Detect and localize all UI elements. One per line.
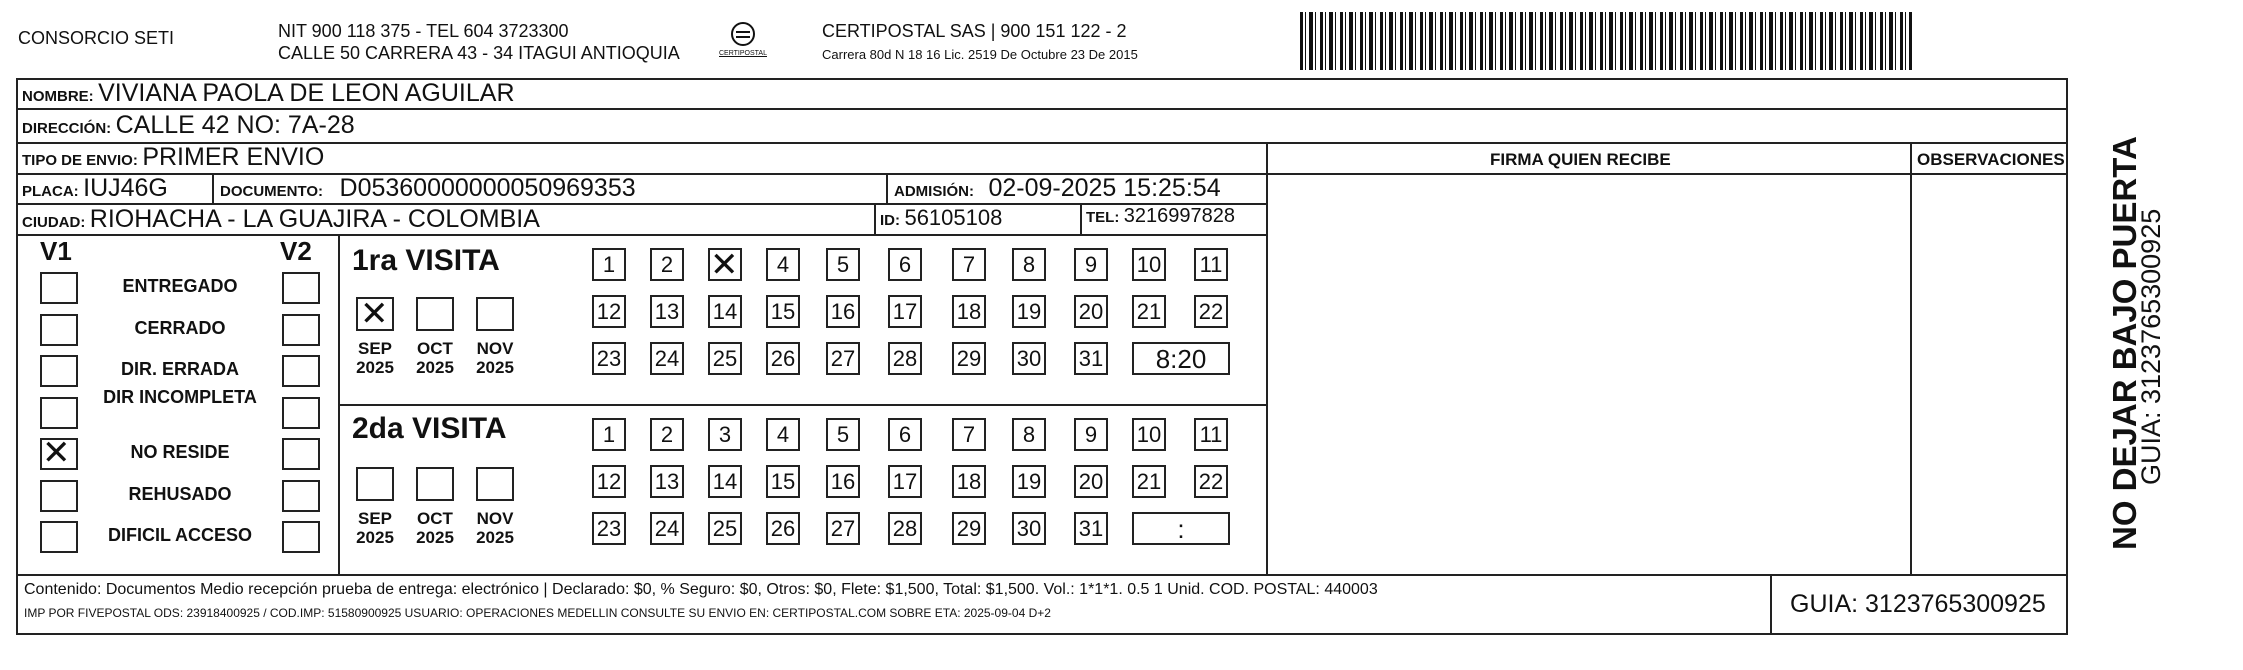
checkmark-x-icon: ✕: [710, 245, 739, 285]
second-visit-day-box[interactable]: 4: [766, 418, 800, 451]
first-visit-month-checkbox[interactable]: [416, 297, 454, 331]
v2-checkbox[interactable]: [282, 397, 320, 429]
second-visit-day-box[interactable]: 7: [952, 418, 986, 451]
v1-checkbox[interactable]: [40, 480, 78, 512]
second-visit-day-box[interactable]: 25: [708, 512, 742, 545]
second-visit-day-box[interactable]: 24: [650, 512, 684, 545]
no-dejar-bajo-puerta: NO DEJAR BAJO PUERTA: [2106, 136, 2143, 550]
first-visit-day-box[interactable]: 7: [952, 248, 986, 281]
v2-checkbox[interactable]: [282, 521, 320, 553]
second-visit-day-box[interactable]: 12: [592, 465, 626, 498]
month-name: NOV: [476, 509, 514, 528]
checkmark-x-icon: ✕: [360, 294, 389, 334]
status-label: ENTREGADO: [122, 276, 238, 296]
second-visit-day-box[interactable]: 16: [826, 465, 860, 498]
row-documento: [220, 174, 636, 203]
v1-checkbox[interactable]: [40, 314, 78, 346]
first-visit-day-box[interactable]: 11: [1194, 248, 1228, 281]
documento-label: DOCUMENTO:: [220, 183, 324, 200]
direccion-value: CALLE 42 NO: 7A-28: [115, 111, 355, 139]
second-visit-day-box[interactable]: 28: [888, 512, 922, 545]
first-visit-month-label: [405, 339, 465, 377]
second-visit-day-box[interactable]: 29: [952, 512, 986, 545]
first-visit-day-box[interactable]: 28: [888, 342, 922, 375]
tipo-label: TIPO DE ENVIO:: [22, 152, 138, 169]
v1-checkbox[interactable]: [40, 521, 78, 553]
row-tel: [1086, 205, 1235, 228]
nombre-value: VIVIANA PAOLA DE LEON AGUILAR: [98, 79, 515, 107]
first-visit-day-box[interactable]: 21: [1132, 295, 1166, 328]
first-visit-day-box[interactable]: 15: [766, 295, 800, 328]
month-name: SEP: [357, 339, 393, 358]
firma-label: FIRMA QUIEN RECIBE: [1490, 150, 1671, 169]
v2-checkbox[interactable]: [282, 314, 320, 346]
month-name: NOV: [476, 339, 514, 358]
v2-label: V2: [280, 236, 312, 266]
first-visit-day-box[interactable]: 19: [1012, 295, 1046, 328]
second-visit-day-box[interactable]: 1: [592, 418, 626, 451]
first-visit-day-box[interactable]: 13: [650, 295, 684, 328]
id-value: 56105108: [904, 205, 1003, 230]
direccion-label: DIRECCIÓN:: [22, 120, 112, 137]
certipostal-line1: CERTIPOSTAL SAS | 900 151 122 - 2: [822, 21, 1127, 41]
second-visit-day-box[interactable]: 17: [888, 465, 922, 498]
first-visit-month-label: [465, 339, 525, 377]
second-visit-day-box[interactable]: 30: [1012, 512, 1046, 545]
first-visit-day-box[interactable]: 1: [592, 248, 626, 281]
observaciones-label: OBSERVACIONES: [1917, 150, 2065, 169]
second-visit-month-checkbox[interactable]: [476, 467, 514, 501]
tel-label: TEL:: [1086, 209, 1120, 226]
second-visit-month-checkbox[interactable]: [416, 467, 454, 501]
footer-line2: IMP POR FIVEPOSTAL ODS: 23918400925 / COD.IMP: 51580900925 USUARIO: OPERACIONES MEDELLIN CONSULTE SU ENVIO EN: CERTIPOSTAL.COM SOBRE ETA: 2025-09-04 D+2: [24, 606, 1051, 620]
second-visit-day-box[interactable]: 3: [708, 418, 742, 451]
v2-checkbox[interactable]: [282, 438, 320, 470]
first-visit-label: 1ra VISITA: [352, 244, 500, 277]
first-visit-day-box[interactable]: 31: [1074, 342, 1108, 375]
first-visit-day-box[interactable]: 26: [766, 342, 800, 375]
first-visit-day-box[interactable]: 30: [1012, 342, 1046, 375]
tipo-value: PRIMER ENVIO: [142, 143, 325, 171]
first-visit-day-box[interactable]: 10: [1132, 248, 1166, 281]
row-direccion: [22, 111, 355, 140]
footer-line1: Contenido: Documentos Medio recepción prueba de entrega: electrónico | Declarado: $0, % Seguro: $0, Otros: $0, Flete: $1,500, Total: $1,500. Vol.: 1*1*1. 0.5 1 Unid. COD. POSTAL: 440003: [24, 581, 1378, 598]
second-visit-day-box[interactable]: 15: [766, 465, 800, 498]
first-visit-month-checkbox[interactable]: [356, 294, 394, 334]
second-visit-month-label: [465, 509, 525, 547]
first-visit-day-box[interactable]: 23: [592, 342, 626, 375]
v1-checkbox[interactable]: [40, 433, 78, 473]
status-label: REHUSADO: [128, 483, 232, 504]
placa-value: IUJ46G: [83, 174, 168, 202]
month-name: OCT: [417, 509, 453, 528]
v2-checkbox[interactable]: [282, 355, 320, 387]
second-visit-day-box[interactable]: 23: [592, 512, 626, 545]
first-visit-day-box[interactable]: 2: [650, 248, 684, 281]
ciudad-value: RIOHACHA - LA GUAJIRA - COLOMBIA: [89, 205, 540, 233]
status-label: DIFICIL ACCESO: [107, 525, 252, 545]
first-visit-day-box[interactable]: 5: [826, 248, 860, 281]
first-visit-month-checkbox[interactable]: [476, 297, 514, 331]
logo-text: CERTIPOSTAL: [719, 50, 767, 57]
first-visit-day-box[interactable]: 29: [952, 342, 986, 375]
second-visit-day-box[interactable]: 18: [952, 465, 986, 498]
side-guia: GUIA: 3123765300925: [2136, 208, 2166, 485]
second-visit-month-label: [345, 509, 405, 547]
row-nombre: [22, 79, 515, 108]
first-visit-day-box[interactable]: 24: [650, 342, 684, 375]
second-visit-month-checkbox[interactable]: [356, 467, 394, 501]
certipostal-line2: Carrera 80d N 18 16 Lic. 2519 De Octubre 23 De 2015: [822, 47, 1138, 62]
second-visit-day-box[interactable]: 2: [650, 418, 684, 451]
first-visit-month-label: [345, 339, 405, 377]
second-visit-day-box[interactable]: 11: [1194, 418, 1228, 451]
status-label: DIR INCOMPLETA: [103, 386, 257, 407]
month-name: OCT: [417, 339, 453, 358]
month-year: 2025: [356, 358, 394, 377]
first-visit-day-box[interactable]: 12: [592, 295, 626, 328]
barcode: [1300, 12, 1912, 70]
second-visit-month-label: [405, 509, 465, 547]
v1-checkbox[interactable]: [40, 272, 78, 304]
month-name: SEP: [357, 509, 393, 528]
row-admision: [894, 174, 1221, 203]
v1-checkbox[interactable]: [40, 355, 78, 387]
nit-line1: NIT 900 118 375 - TEL 604 3723300: [278, 21, 569, 41]
admision-label: ADMISIÓN:: [894, 183, 974, 200]
guia-box-text: GUIA: 3123765300925: [1790, 590, 2046, 618]
first-visit-day-box[interactable]: 25: [708, 342, 742, 375]
first-visit-day-box[interactable]: 20: [1074, 295, 1108, 328]
v2-checkbox[interactable]: [282, 272, 320, 304]
row-placa: [22, 174, 168, 203]
second-visit-day-box[interactable]: 10: [1132, 418, 1166, 451]
second-visit-day-box[interactable]: 26: [766, 512, 800, 545]
first-visit-day-box[interactable]: 6: [888, 248, 922, 281]
row-tipo: [22, 143, 324, 172]
checkmark-x-icon: ✕: [42, 433, 71, 473]
status-label: NO RESIDE: [130, 442, 230, 462]
nit-line2: CALLE 50 CARRERA 43 - 34 ITAGUI ANTIOQUIA: [278, 43, 680, 63]
first-visit-day-box[interactable]: 16: [826, 295, 860, 328]
second-visit-day-box[interactable]: 9: [1074, 418, 1108, 451]
company-name: CONSORCIO SETI: [18, 28, 175, 48]
ciudad-label: CIUDAD:: [22, 214, 86, 231]
second-visit-day-box[interactable]: 13: [650, 465, 684, 498]
placa-label: PLACA:: [22, 183, 79, 200]
second-visit-day-box[interactable]: 31: [1074, 512, 1108, 545]
certipostal-logo: [718, 18, 768, 64]
second-visit-day-box[interactable]: 6: [888, 418, 922, 451]
row-ciudad: [22, 205, 540, 234]
id-label: ID:: [880, 212, 900, 229]
tel-value: 3216997828: [1123, 205, 1236, 227]
second-visit-day-box[interactable]: 19: [1012, 465, 1046, 498]
first-visit-day-box[interactable]: 18: [952, 295, 986, 328]
second-visit-day-box[interactable]: 27: [826, 512, 860, 545]
documento-value: D05360000000050969353: [339, 174, 636, 202]
month-year: 2025: [476, 358, 514, 377]
first-visit-day-box[interactable]: [708, 245, 742, 285]
status-label: DIR. ERRADA: [120, 359, 239, 379]
first-visit-time-box[interactable]: 8:20: [1132, 342, 1230, 375]
month-year: 2025: [356, 528, 394, 547]
v2-checkbox[interactable]: [282, 480, 320, 512]
first-visit-day-box[interactable]: 27: [826, 342, 860, 375]
first-visit-day-box[interactable]: 14: [708, 295, 742, 328]
first-visit-day-box[interactable]: 8: [1012, 248, 1046, 281]
month-year: 2025: [476, 528, 514, 547]
month-year: 2025: [416, 358, 454, 377]
v1-checkbox[interactable]: [40, 397, 78, 429]
nombre-label: NOMBRE:: [22, 88, 94, 105]
second-visit-day-box[interactable]: 14: [708, 465, 742, 498]
second-visit-label: 2da VISITA: [352, 412, 507, 445]
month-year: 2025: [416, 528, 454, 547]
status-label: CERRADO: [134, 317, 226, 338]
first-visit-day-box[interactable]: 22: [1194, 295, 1228, 328]
second-visit-time-box[interactable]: :: [1132, 512, 1230, 545]
admision-value: 02-09-2025 15:25:54: [988, 174, 1221, 202]
first-visit-day-box[interactable]: 17: [888, 295, 922, 328]
v1-label: V1: [40, 236, 72, 266]
first-visit-day-box[interactable]: 9: [1074, 248, 1108, 281]
row-id: [880, 205, 1002, 231]
second-visit-day-box[interactable]: 21: [1132, 465, 1166, 498]
second-visit-day-box[interactable]: 20: [1074, 465, 1108, 498]
second-visit-day-box[interactable]: 8: [1012, 418, 1046, 451]
second-visit-day-box[interactable]: 5: [826, 418, 860, 451]
second-visit-day-box[interactable]: 22: [1194, 465, 1228, 498]
first-visit-day-box[interactable]: 4: [766, 248, 800, 281]
